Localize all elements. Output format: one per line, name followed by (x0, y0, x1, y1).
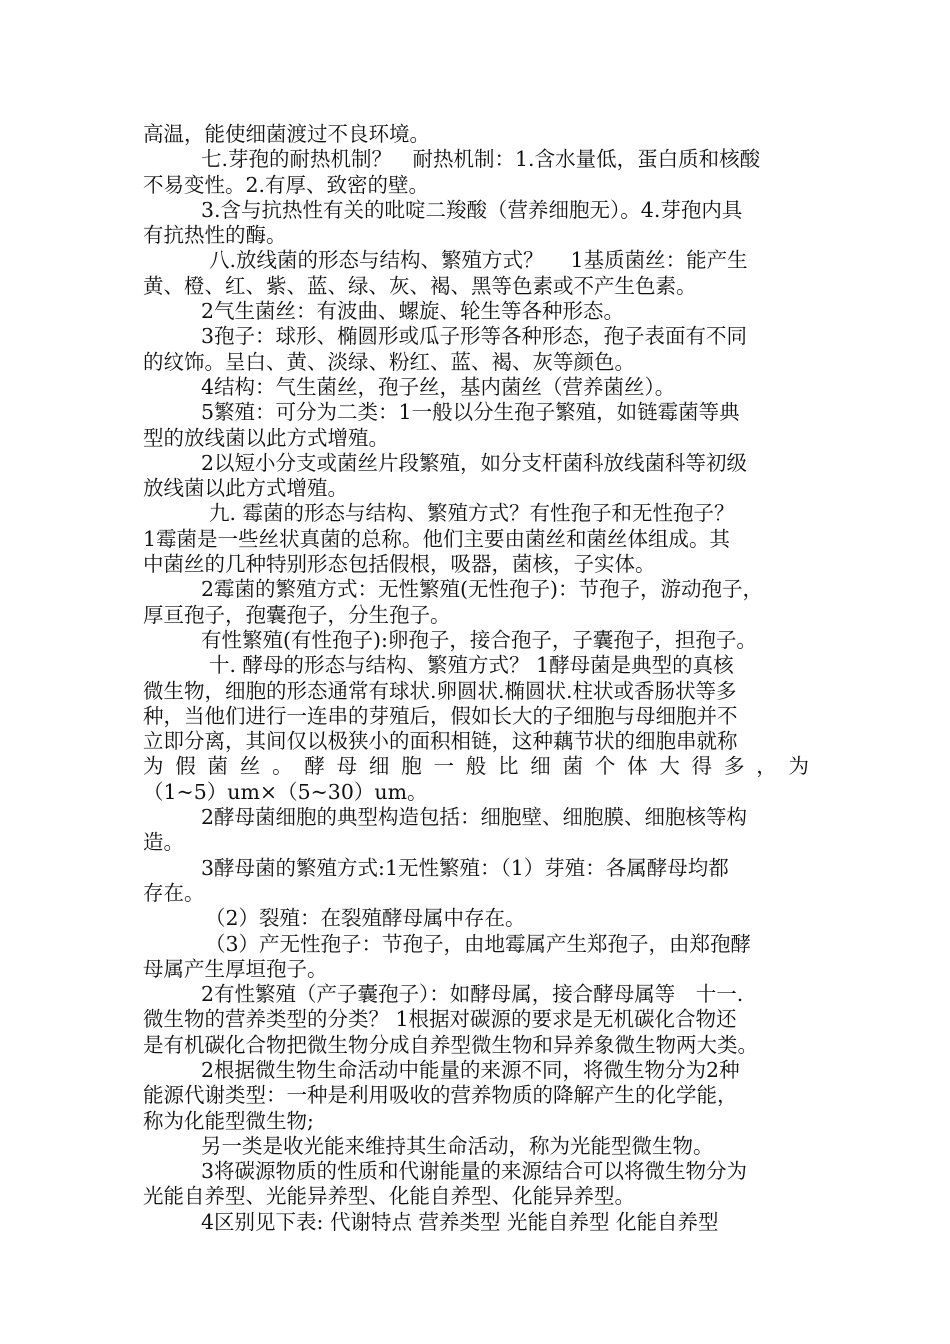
text-line: 放线菌以此方式增殖。 (143, 476, 348, 501)
text-line: 九. 霉菌的形态与结构、繁殖方式？有性孢子和无性孢子？ (209, 501, 735, 526)
text-line: 中菌丝的几种特别形态包括假根，吸器，菌核，子实体。 (143, 552, 656, 577)
text-line: 3将碳源物质的性质和代谢能量的来源结合可以将微生物分为 (201, 1159, 748, 1184)
text-line: 微生物，细胞的形态通常有球状.卵圆状.椭圆状.柱状或香肠状等多 (143, 678, 737, 703)
text-line: 3.含与抗热性有关的吡啶二羧酸（营养细胞无）。4.芽孢内具 (201, 197, 743, 222)
text-line: （2）裂殖：在裂殖酵母属中存在。 (205, 906, 526, 931)
text-line: 的纹饰。呈白、黄、淡绿、粉红、蓝、褐、灰等颜色。 (143, 349, 635, 374)
text-line: 2霉菌的繁殖方式：无性繁殖(无性孢子)：节孢子，游动孢子， (201, 577, 764, 602)
text-line: 七.芽孢的耐热机制？ 耐热机制：1.含水量低，蛋白质和核酸 (201, 147, 761, 172)
text-line: 光能自养型、光能异养型、化能自养型、化能异养型。 (143, 1184, 635, 1209)
text-line: 有性繁殖(有性孢子):卵孢子，接合孢子，子囊孢子，担孢子。 (201, 627, 757, 652)
text-line: 黄、橙、红、紫、蓝、绿、灰、褐、黑等色素或不产生色素。 (143, 273, 697, 298)
text-line: 微生物的营养类型的分类？ 1根据对碳源的要求是无机碳化合物还 (143, 1007, 737, 1032)
text-line: 另一类是收光能来维持其生命活动，称为光能型微生物。 (201, 1133, 714, 1158)
text-line: 1霉菌是一些丝状真菌的总称。他们主要由菌丝和菌丝体组成。其 (143, 526, 731, 551)
text-line: 2气生菌丝：有波曲、螺旋、轮生等各种形态。 (201, 299, 625, 324)
text-line: 4结构：气生菌丝，孢子丝，基内菌丝（营养菌丝）。 (201, 374, 676, 399)
text-line: 4区别见下表: 代谢特点 营养类型 光能自养型 化能自养型 (201, 1209, 719, 1234)
text-line: 3酵母菌的繁殖方式:1无性繁殖：（1）芽殖：各属酵母均都 (201, 855, 729, 880)
text-line: 型的放线菌以此方式增殖。 (143, 425, 389, 450)
text-line: 高温，能使细菌渡过不良环境。 (143, 122, 430, 146)
text-line: 造。 (143, 830, 184, 855)
text-line: 能源代谢类型：一种是利用吸收的营养物质的降解产生的化学能， (143, 1083, 738, 1108)
text-line: 2酵母菌细胞的典型构造包括：细胞壁、细胞膜、细胞核等构 (201, 805, 748, 830)
text-line: 厚亘孢子，孢囊孢子，分生孢子。 (143, 602, 451, 627)
text-line: 十. 酵母的形态与结构、繁殖方式？ 1酵母菌是典型的真核 (209, 653, 734, 678)
text-line: 3孢子：球形、椭圆形或瓜子形等各种形态，孢子表面有不同 (201, 324, 748, 349)
text-line: 有抗热性的酶。 (143, 223, 287, 248)
text-line: （3）产无性孢子：节孢子，由地霉属产生郑孢子，由郑孢酵 (205, 931, 752, 956)
text-line: 是有机碳化合物把微生物分成自养型微生物和异养象微生物两大类。 (143, 1032, 758, 1057)
text-line: 2根据微生物生命活动中能量的来源不同，将微生物分为2种 (201, 1057, 740, 1082)
text-line: 不易变性。2.有厚、致密的壁。 (143, 172, 430, 197)
text-line: （1~5）um×（5~30）um。 (143, 779, 428, 804)
text-line: 称为化能型微生物; (143, 1108, 314, 1133)
text-line: 2以短小分支或菌丝片段繁殖，如分支杆菌科放线菌科等初级 (201, 450, 748, 475)
text-line: 种，当他们进行一连串的芽殖后，假如长大的子细胞与母细胞并不 (143, 703, 738, 728)
text-line: 为 假 菌 丝 。 酵 母 细 胞 一 般 比 细 菌 个 体 大 得 多 ， 为 (143, 754, 809, 779)
text-line: 八.放线菌的形态与结构、繁殖方式？ 1基质菌丝：能产生 (209, 248, 748, 273)
text-line: 立即分离，其间仅以极狭小的面积相链，这种藕节状的细胞串就称 (143, 729, 738, 754)
text-line: 5繁殖：可分为二类：1一般以分生孢子繁殖，如链霉菌等典 (201, 400, 740, 425)
text-line: 存在。 (143, 880, 205, 905)
text-line: 母属产生厚垣孢子。 (143, 956, 328, 981)
document-page (143, 122, 809, 1235)
text-line: 2有性繁殖（产子囊孢子）：如酵母属，接合酵母属等 十一. (201, 982, 744, 1007)
